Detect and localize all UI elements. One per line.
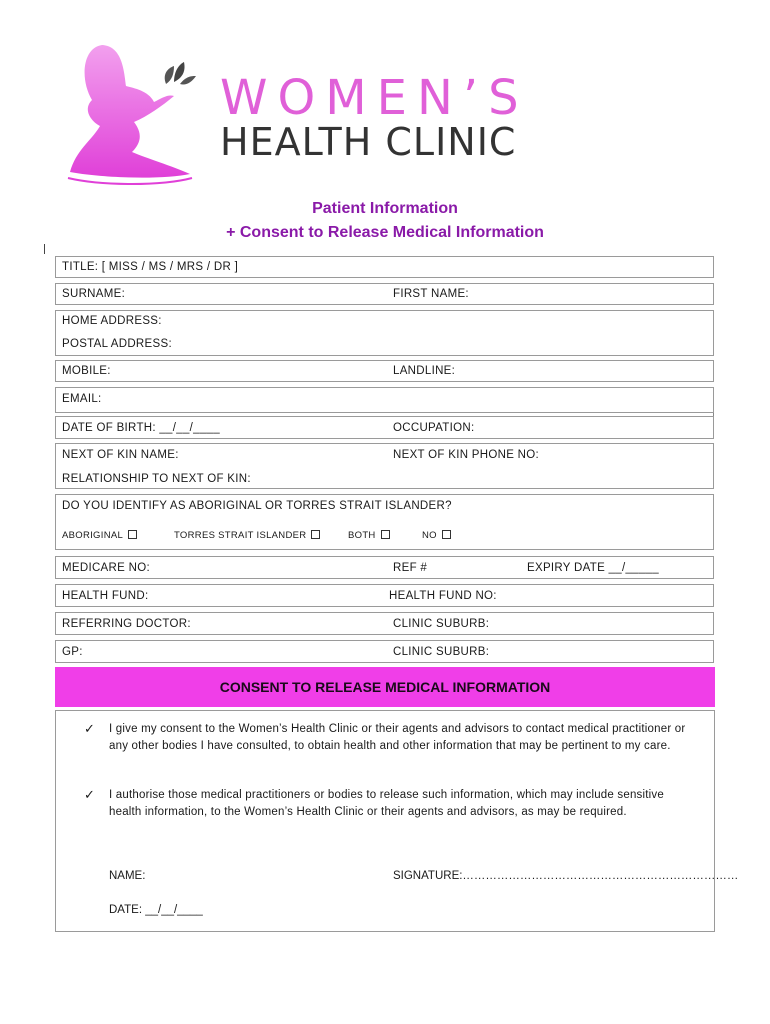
- email-label: EMAIL:: [62, 393, 102, 405]
- consent-statement-2: I authorise those medical practitioners or bodies to release such information, which may include sensitive health information, to the Women’s Health Clinic or their agents and advisors, as may be required.: [109, 789, 664, 818]
- home-address-label: HOME ADDRESS:: [62, 315, 162, 327]
- page-title: Patient Information: [312, 200, 458, 217]
- brand-line2: HEALTH CLINIC: [220, 120, 517, 164]
- kneeling-woman-lotus-icon: [62, 40, 212, 190]
- mobile-label: MOBILE:: [62, 365, 111, 377]
- next-of-kin-label: NEXT OF KIN NAME:: [62, 449, 179, 461]
- occupation-label: OCCUPATION:: [393, 422, 475, 434]
- option-no[interactable]: [422, 530, 451, 541]
- email-row[interactable]: [55, 387, 714, 413]
- checkmark-icon: ✓: [84, 787, 95, 802]
- checkbox-icon[interactable]: [442, 530, 451, 539]
- consent-date-label[interactable]: DATE: __/__/____: [109, 904, 203, 916]
- name-row[interactable]: [55, 283, 714, 305]
- next-of-kin-phone-label: NEXT OF KIN PHONE NO:: [393, 449, 540, 461]
- checkmark-icon: ✓: [84, 721, 95, 736]
- gp-label: GP:: [62, 646, 83, 658]
- expiry-label: EXPIRY DATE __/_____: [527, 562, 659, 574]
- margin-mark: [44, 244, 45, 254]
- clinic-suburb-label: CLINIC SUBURB:: [393, 618, 490, 630]
- postal-address-label: POSTAL ADDRESS:: [62, 338, 172, 350]
- consent-section: [55, 710, 739, 932]
- option-both[interactable]: [348, 530, 390, 541]
- option-label: BOTH: [348, 530, 376, 541]
- surname-label: SURNAME:: [62, 288, 126, 300]
- option-label: ABORIGINAL: [62, 530, 124, 541]
- health-fund-row[interactable]: [55, 584, 714, 607]
- health-fund-label: HEALTH FUND:: [62, 590, 149, 602]
- consent-name-label[interactable]: NAME:: [109, 870, 146, 882]
- gp-row[interactable]: [55, 640, 714, 663]
- landline-label: LANDLINE:: [393, 365, 456, 377]
- phone-row[interactable]: [55, 360, 714, 382]
- identify-question: DO YOU IDENTIFY AS ABORIGINAL OR TORRES STRAIT ISLANDER?: [62, 500, 452, 512]
- option-torres-strait[interactable]: [174, 530, 320, 541]
- medicare-label: MEDICARE NO:: [62, 562, 150, 574]
- ref-label: REF #: [393, 562, 428, 574]
- signature-label[interactable]: SIGNATURE:………………………………………………………………: [393, 870, 739, 882]
- option-aboriginal[interactable]: [62, 530, 137, 541]
- address-row[interactable]: [55, 310, 714, 356]
- relationship-label: RELATIONSHIP TO NEXT OF KIN:: [62, 473, 251, 485]
- brand-line1: WOMEN’S: [220, 70, 529, 126]
- dob-row[interactable]: [55, 416, 714, 439]
- title-row[interactable]: [55, 256, 714, 278]
- title-label: TITLE: [ MISS / MS / MRS / DR ]: [62, 261, 239, 273]
- referring-doctor-label: REFERRING DOCTOR:: [62, 618, 191, 630]
- health-fund-no-label: HEALTH FUND NO:: [389, 590, 497, 602]
- checkbox-icon[interactable]: [311, 530, 320, 539]
- identify-row[interactable]: [55, 494, 714, 550]
- checkbox-icon[interactable]: [381, 530, 390, 539]
- consent-banner: CONSENT TO RELEASE MEDICAL INFORMATION: [55, 667, 715, 707]
- next-of-kin-row[interactable]: [55, 443, 714, 489]
- option-label: NO: [422, 530, 437, 541]
- clinic-suburb-label: CLINIC SUBURB:: [393, 646, 490, 658]
- checkbox-icon[interactable]: [128, 530, 137, 539]
- dob-label: DATE OF BIRTH: __/__/____: [62, 422, 220, 434]
- first-name-label: FIRST NAME:: [393, 288, 469, 300]
- option-label: TORRES STRAIT ISLANDER: [174, 530, 307, 541]
- referring-doctor-row[interactable]: [55, 612, 714, 635]
- consent-statement-1: I give my consent to the Women’s Health Clinic or their agents and advisors to contact medical practitioner or any other bodies I have consulted, to obtain health and other information that may be pertinent to my care.: [109, 723, 686, 752]
- medicare-row[interactable]: [55, 556, 714, 579]
- page-subtitle: + Consent to Release Medical Information: [226, 224, 544, 241]
